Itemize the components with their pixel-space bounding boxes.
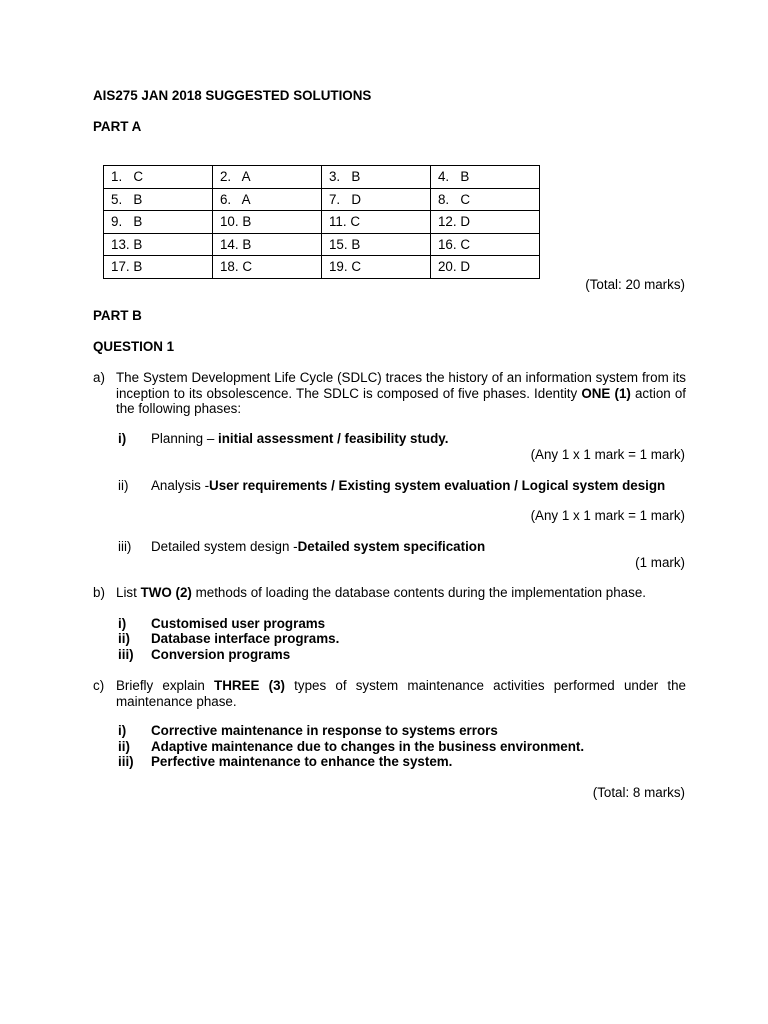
c-item-3: Perfective maintenance to enhance the system. — [151, 754, 453, 769]
part-a-heading: PART A — [93, 119, 142, 134]
c-item-2-num: ii) — [118, 739, 130, 754]
document-title: AIS275 JAN 2018 SUGGESTED SOLUTIONS — [93, 88, 372, 103]
answer-row — [104, 233, 540, 256]
answer-cell: 12. D — [430, 211, 539, 234]
answer-cell: 4. B — [430, 166, 539, 189]
answer-cell: 17. B — [104, 256, 213, 279]
a-item-2-marks: (Any 1 x 1 mark = 1 mark) — [530, 508, 685, 523]
b-item-3-num: iii) — [118, 647, 134, 662]
b-item-2: Database interface programs. — [151, 631, 340, 646]
a-item-3-marks: (1 mark) — [635, 555, 685, 570]
answer-cell: 18. C — [212, 256, 321, 279]
part-a-total: (Total: 20 marks) — [585, 277, 685, 292]
c-item-1: Corrective maintenance in response to systems errors — [151, 723, 498, 738]
a-item-1-num: i) — [118, 431, 127, 446]
answer-table — [103, 165, 540, 279]
answer-cell: 2. A — [212, 166, 321, 189]
answer-cell: 13. B — [104, 233, 213, 256]
answer-cell: 19. C — [321, 256, 430, 279]
answer-row — [104, 188, 540, 211]
b-item-1: Customised user programs — [151, 616, 326, 631]
a-item-3: Detailed system design -Detailed system specification — [151, 539, 486, 554]
answer-cell: 14. B — [212, 233, 321, 256]
a-item-2-num: ii) — [118, 478, 129, 493]
question-heading: QUESTION 1 — [93, 339, 175, 354]
question-a-label: a) — [93, 370, 105, 385]
a-item-3-num: iii) — [118, 539, 132, 554]
answer-row — [104, 211, 540, 234]
answer-row — [104, 166, 540, 189]
question-b-label: b) — [93, 585, 105, 600]
answer-cell: 10. B — [212, 211, 321, 234]
question-b-text: List TWO (2) methods of loading the database contents during the implementation phase. — [116, 585, 646, 600]
answer-cell: 6. A — [212, 188, 321, 211]
question-c-text: Briefly explain THREE (3) types of system maintenance activities performed under the maintenance phase. — [116, 678, 686, 709]
answer-cell: 9. B — [104, 211, 213, 234]
c-item-1-num: i) — [118, 723, 127, 738]
question-a-text: The System Development Life Cycle (SDLC) traces the history of an information system from its inception to its obsolescence. The SDLC is composed of five phases. Identity ONE (1) action of the following phases: — [116, 370, 687, 416]
b-item-3: Conversion programs — [151, 647, 291, 662]
answer-cell: 5. B — [104, 188, 213, 211]
part-b-heading: PART B — [93, 308, 142, 323]
a-item-1: Planning – initial assessment / feasibility study. — [151, 431, 449, 446]
answer-cell: 15. B — [321, 233, 430, 256]
c-item-3-num: iii) — [118, 754, 134, 769]
answer-cell: 11. C — [321, 211, 430, 234]
c-item-2: Adaptive maintenance due to changes in the business environment. — [151, 739, 585, 754]
a-item-1-marks: (Any 1 x 1 mark = 1 mark) — [530, 447, 685, 462]
b-item-1-num: i) — [118, 616, 127, 631]
question-c-label: c) — [93, 678, 105, 693]
a-item-2: Analysis -User requirements / Existing system evaluation / Logical system design — [151, 478, 666, 493]
answer-cell: 16. C — [430, 233, 539, 256]
answer-cell: 1. C — [104, 166, 213, 189]
answer-cell: 20. D — [430, 256, 539, 279]
answer-row — [104, 256, 540, 279]
part-b-total: (Total: 8 marks) — [592, 785, 685, 800]
answer-cell: 3. B — [321, 166, 430, 189]
answer-cell: 8. C — [430, 188, 539, 211]
answer-cell: 7. D — [321, 188, 430, 211]
b-item-2-num: ii) — [118, 631, 130, 646]
